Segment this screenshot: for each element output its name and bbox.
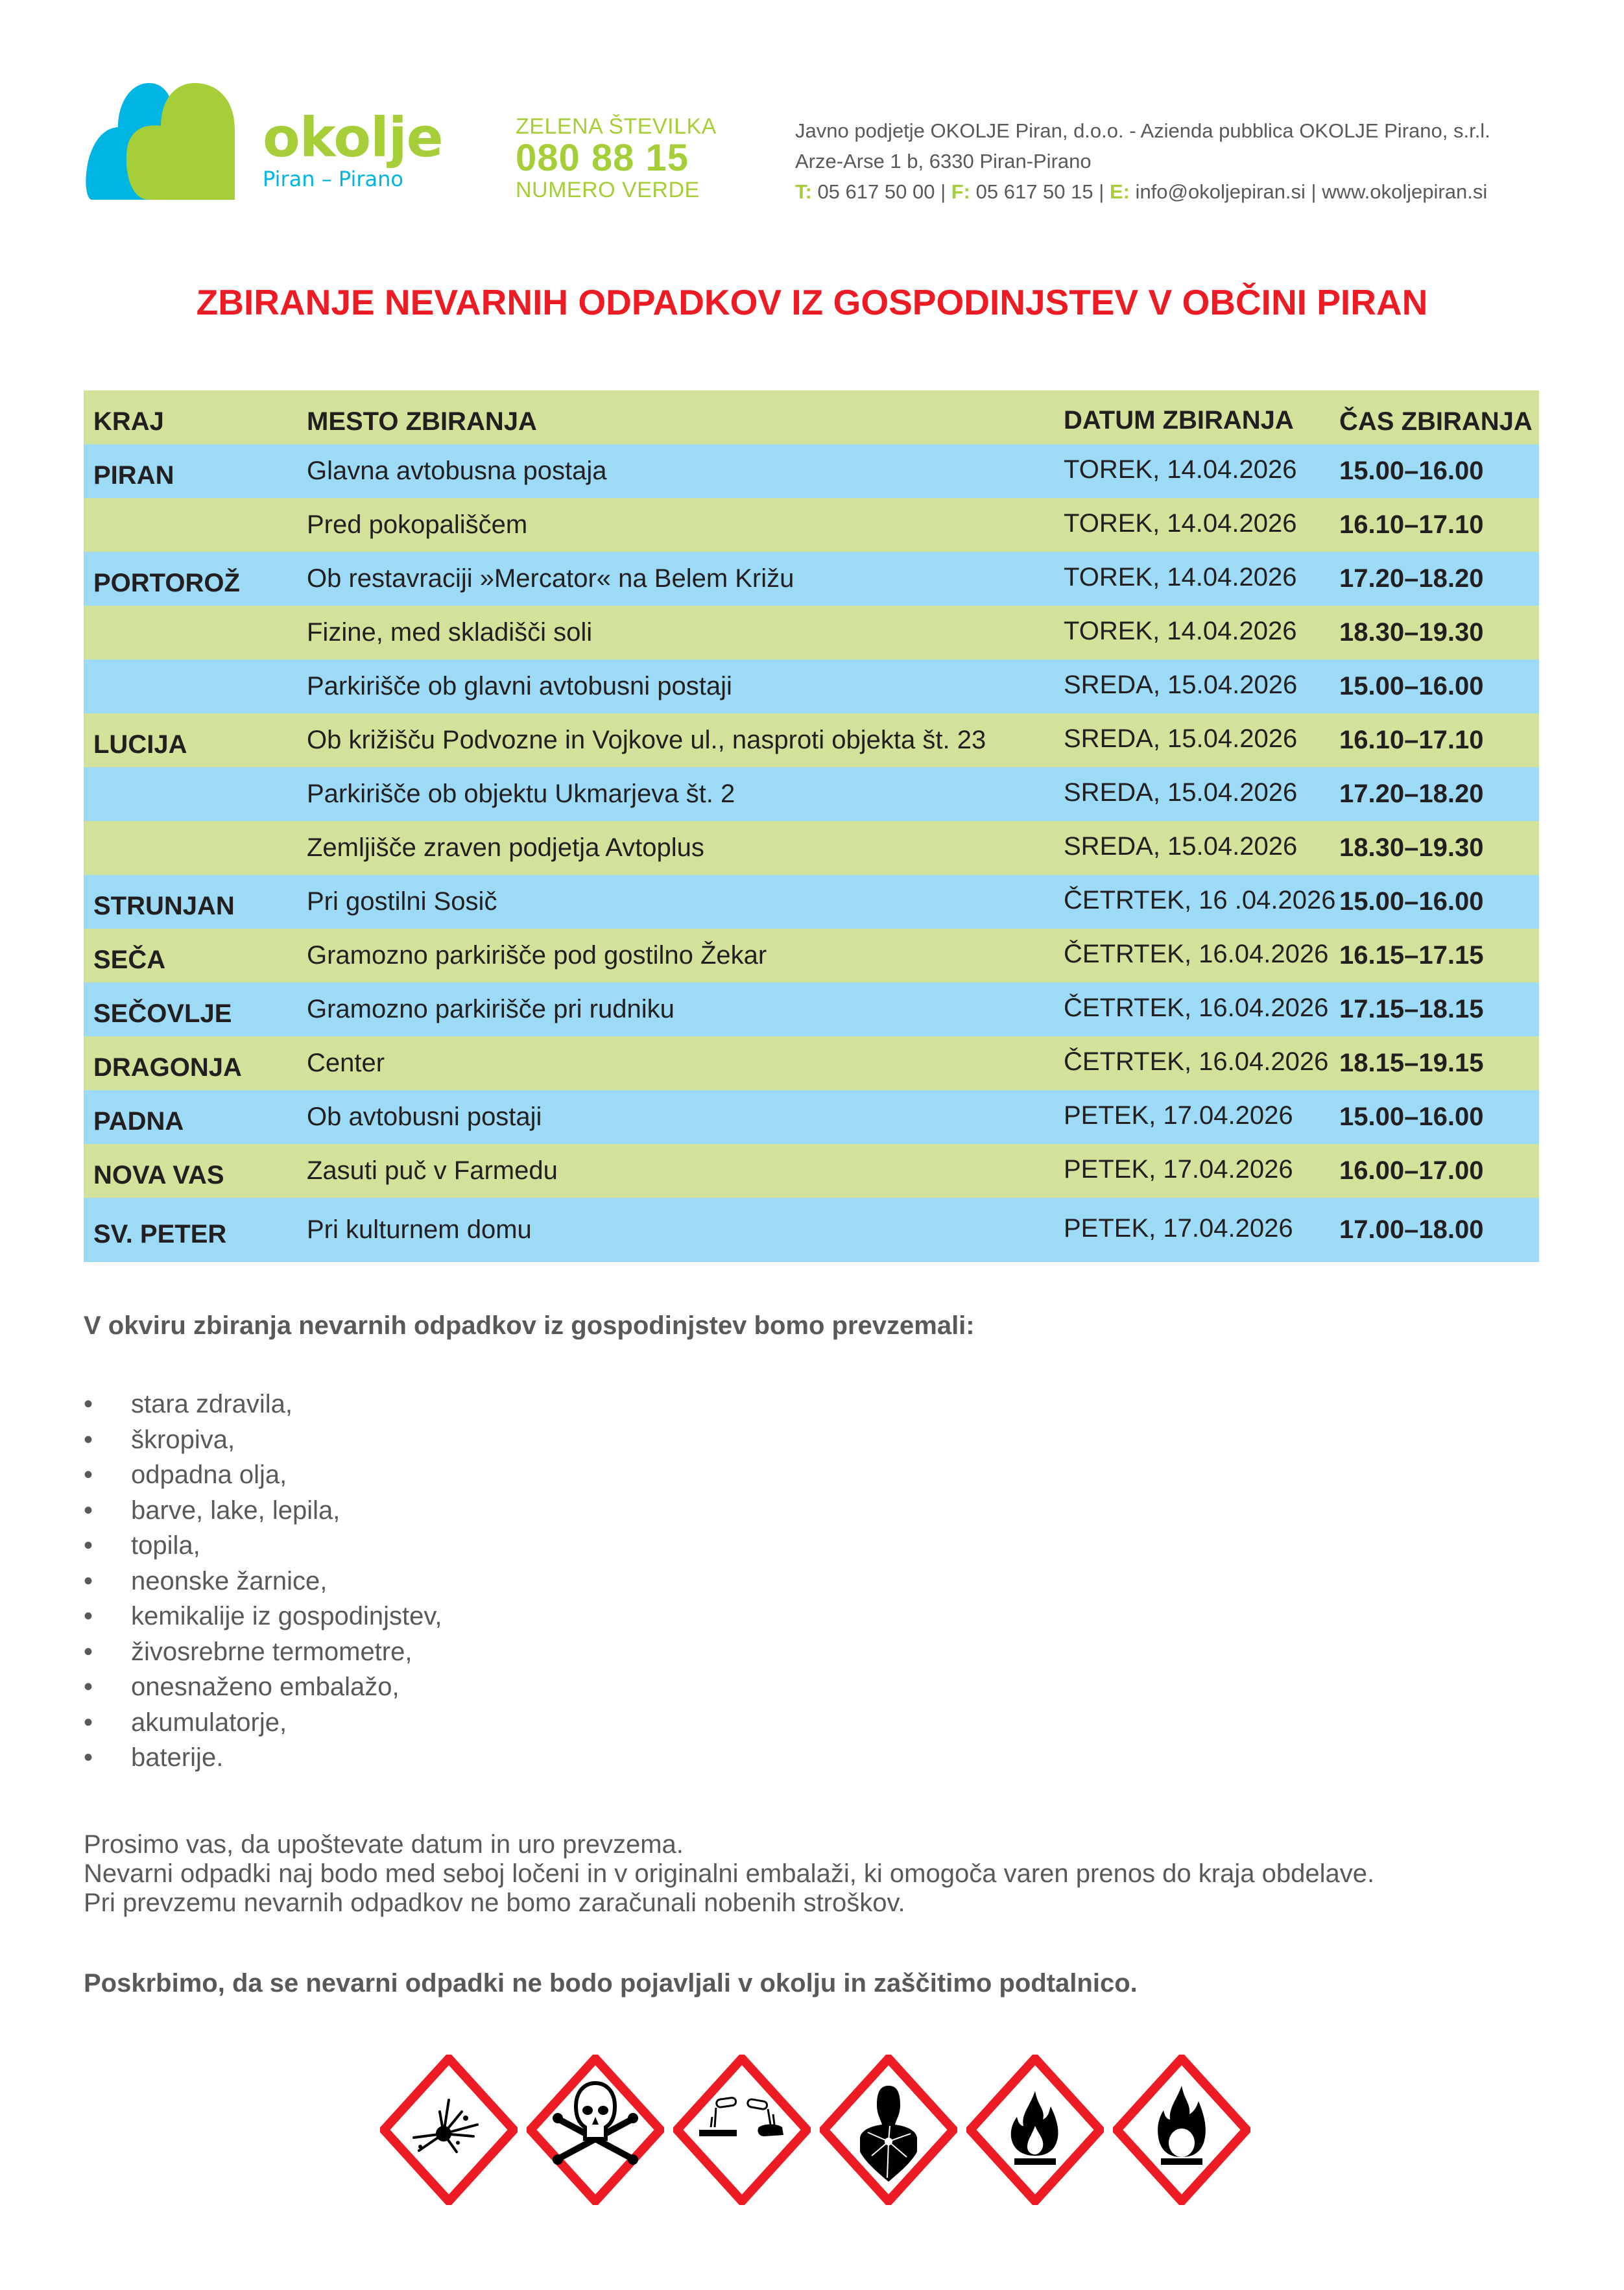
green-number-label-bottom: NUMERO VERDE [516,177,700,202]
cell-cas: 18.15–19.15 [1339,1049,1484,1077]
list-item-text: odpadna olja, [131,1461,287,1489]
cell-kraj: PORTOROŽ [93,569,240,597]
page-title: ZBIRANJE NEVARNIH ODPADKOV IZ GOSPODINJSTEV V OBČINI PIRAN [196,282,1428,322]
accepted-waste-list [84,1387,442,1776]
table-row [84,875,1539,929]
list-item [84,1493,442,1529]
note-line: Prosimo vas, da upoštevate datum in uro prevzema. [84,1830,684,1859]
cell-kraj: DRAGONJA [93,1053,242,1082]
list-item [84,1387,442,1422]
cell-datum: ČETRTEK, 16.04.2026 [1064,1047,1329,1076]
cell-mesto: Ob restavraciji »Mercator« na Belem Križu [307,564,794,593]
green-number: 080 88 15 [516,137,689,179]
bullet-icon: • [84,1390,93,1418]
company-address: Arze-Arse 1 b, 6330 Piran-Pirano [795,150,1092,173]
list-item [84,1528,442,1564]
cell-datum: ČETRTEK, 16.04.2026 [1064,994,1329,1022]
list-item [84,1599,442,1634]
cell-cas: 18.30–19.30 [1339,618,1484,647]
cell-datum: SREDA, 15.04.2026 [1064,778,1298,807]
cell-datum: PETEK, 17.04.2026 [1064,1155,1293,1184]
list-item-text: baterije. [131,1743,224,1772]
bullet-icon: • [84,1566,93,1595]
list-item-text: živosrebrne termometre, [131,1637,412,1666]
cell-kraj: NOVA VAS [93,1161,224,1189]
cell-cas: 15.00–16.00 [1339,1103,1484,1131]
cell-cas: 18.30–19.30 [1339,833,1484,862]
list-item-text: onesnaženo embalažo, [131,1673,400,1701]
company-info [795,115,1490,207]
cell-mesto: Fizine, med skladišči soli [307,618,593,647]
list-item-text: kemikalije iz gospodinjstev, [131,1602,442,1630]
bullet-icon: • [84,1708,93,1737]
column-header-mesto: MESTO ZBIRANJA [307,407,537,436]
list-item [84,1457,442,1493]
cell-cas: 17.20–18.20 [1339,780,1484,808]
cell-mesto: Pri kulturnem domu [307,1215,532,1244]
bullet-icon: • [84,1531,93,1560]
cell-mesto: Parkirišče ob glavni avtobusni postaji [307,672,732,700]
green-number-block [516,115,717,201]
closing-statement: Poskrbimo, da se nevarni odpadki ne bodo pojavljali v okolju in zaščitimo podtalnico. [84,1969,1138,1998]
fax-label: F: [951,180,971,203]
cell-datum: ČETRTEK, 16.04.2026 [1064,940,1329,968]
table-row [84,929,1539,983]
list-item [84,1422,442,1458]
table-row [84,1090,1539,1144]
cell-datum: SREDA, 15.04.2026 [1064,832,1298,861]
column-header-datum: DATUM ZBIRANJA [1064,406,1294,435]
list-item-text: topila, [131,1531,200,1560]
cell-cas: 16.15–17.15 [1339,941,1484,970]
bullet-icon: • [84,1425,93,1454]
table-row [84,821,1539,875]
corrosive-icon [673,2055,811,2205]
cell-cas: 15.00–16.00 [1339,457,1484,485]
table-row [84,498,1539,552]
explosive-icon [380,2055,518,2205]
table-row [84,552,1539,606]
accepted-intro: V okviru zbiranja nevarnih odpadkov iz gospodinjstev bomo prevzemali: [84,1311,975,1340]
bullet-icon: • [84,1743,93,1772]
list-item-text: neonske žarnice, [131,1566,328,1595]
list-item [84,1740,442,1776]
column-header-cas: ČAS ZBIRANJA [1339,407,1533,436]
bullet-icon: • [84,1673,93,1701]
cell-kraj: SEČOVLJE [93,999,232,1028]
table-body [84,444,1539,1262]
phone-label: T: [795,180,812,203]
list-item-text: škropiva, [131,1425,235,1454]
cell-datum: PETEK, 17.04.2026 [1064,1214,1293,1243]
cell-cas: 16.10–17.10 [1339,726,1484,754]
hazard-pictograms [380,2055,1250,2205]
fax-number: 05 617 50 15 [970,180,1099,203]
table-row [84,1198,1539,1262]
email-link[interactable]: info@okoljepiran.si [1129,180,1311,203]
company-name: Javno podjetje OKOLJE Piran, d.o.o. - Azienda pubblica OKOLJE Pirano, s.r.l. [795,119,1490,142]
brand-name: okolje [263,106,443,169]
cell-datum: TOREK, 14.04.2026 [1064,617,1297,645]
cell-kraj: PIRAN [93,461,174,490]
brand [263,106,443,191]
table-row [84,1036,1539,1090]
cell-mesto: Pred pokopališčem [307,510,528,539]
email-label: E: [1109,180,1130,203]
okolje-logo-icon [84,83,235,200]
cell-datum: SREDA, 15.04.2026 [1064,671,1298,699]
health-hazard-icon [820,2055,957,2205]
table-row [84,713,1539,767]
cell-datum: TOREK, 14.04.2026 [1064,509,1297,538]
cell-kraj: SV. PETER [93,1220,227,1248]
table-row [84,1144,1539,1198]
table-header-row [84,390,1539,444]
cell-cas: 15.00–16.00 [1339,887,1484,916]
cell-cas: 17.20–18.20 [1339,564,1484,593]
cell-mesto: Center [307,1049,385,1077]
cell-datum: SREDA, 15.04.2026 [1064,724,1298,753]
cell-mesto: Pri gostilni Sosič [307,887,497,916]
notes [84,1830,1374,1918]
cell-mesto: Gramozno parkirišče pri rudniku [307,995,675,1023]
bullet-icon: • [84,1602,93,1630]
list-item [84,1564,442,1599]
list-item-text: barve, lake, lepila, [131,1496,340,1525]
table-row [84,606,1539,660]
cell-datum: TOREK, 14.04.2026 [1064,455,1297,484]
toxic-skull-icon [527,2055,664,2205]
cell-mesto: Gramozno parkirišče pod gostilno Žekar [307,941,767,970]
website-link[interactable]: www.okoljepiran.si [1316,180,1488,203]
list-item-text: stara zdravila, [131,1390,293,1418]
cell-datum: TOREK, 14.04.2026 [1064,563,1297,591]
column-header-kraj: KRAJ [93,407,164,436]
cell-cas: 17.00–18.00 [1339,1215,1484,1244]
list-item-text: akumulatorje, [131,1708,287,1737]
flammable-icon [966,2055,1104,2205]
list-item [84,1634,442,1670]
cell-cas: 16.00–17.00 [1339,1156,1484,1185]
cell-mesto: Ob avtobusni postaji [307,1103,542,1131]
cell-kraj: STRUNJAN [93,892,235,920]
separator: | [1311,180,1317,203]
cell-kraj: PADNA [93,1107,184,1136]
note-line: Pri prevzemu nevarnih odpadkov ne bomo zaračunali nobenih stroškov. [84,1889,905,1917]
separator: | [940,180,946,203]
cell-mesto: Zemljišče zraven podjetja Avtoplus [307,833,704,862]
cell-cas: 17.15–18.15 [1339,995,1484,1023]
oxidizer-icon [1113,2055,1250,2205]
bullet-icon: • [84,1461,93,1489]
cell-cas: 16.10–17.10 [1339,510,1484,539]
table-row [84,983,1539,1036]
cell-kraj: SEČA [93,946,166,974]
cell-mesto: Glavna avtobusna postaja [307,457,607,485]
brand-subtitle: Piran – Pirano [263,167,403,191]
cell-kraj: LUCIJA [93,730,187,759]
cell-mesto: Parkirišče ob objektu Ukmarjeva št. 2 [307,780,735,808]
collection-schedule-table [84,390,1539,1262]
cell-datum: PETEK, 17.04.2026 [1064,1101,1293,1130]
company-contacts [795,176,1490,207]
cell-datum: ČETRTEK, 16 .04.2026 [1064,886,1336,914]
note-line: Nevarni odpadki naj bodo med seboj ločeni in v originalni embalaži, ki omogoča varen prenos do kraja obdelave. [84,1859,1375,1888]
table-row [84,444,1539,498]
list-item [84,1669,442,1705]
separator: | [1099,180,1105,203]
cell-cas: 15.00–16.00 [1339,672,1484,700]
list-item [84,1705,442,1741]
cell-mesto: Zasuti puč v Farmedu [307,1156,558,1185]
table-row [84,767,1539,821]
bullet-icon: • [84,1637,93,1666]
cell-mesto: Ob križišču Podvozne in Vojkove ul., nasproti objekta št. 23 [307,726,986,754]
phone-number: 05 617 50 00 [811,180,941,203]
table-row [84,660,1539,713]
green-number-label-top: ZELENA ŠTEVILKA [516,114,717,139]
bullet-icon: • [84,1496,93,1525]
